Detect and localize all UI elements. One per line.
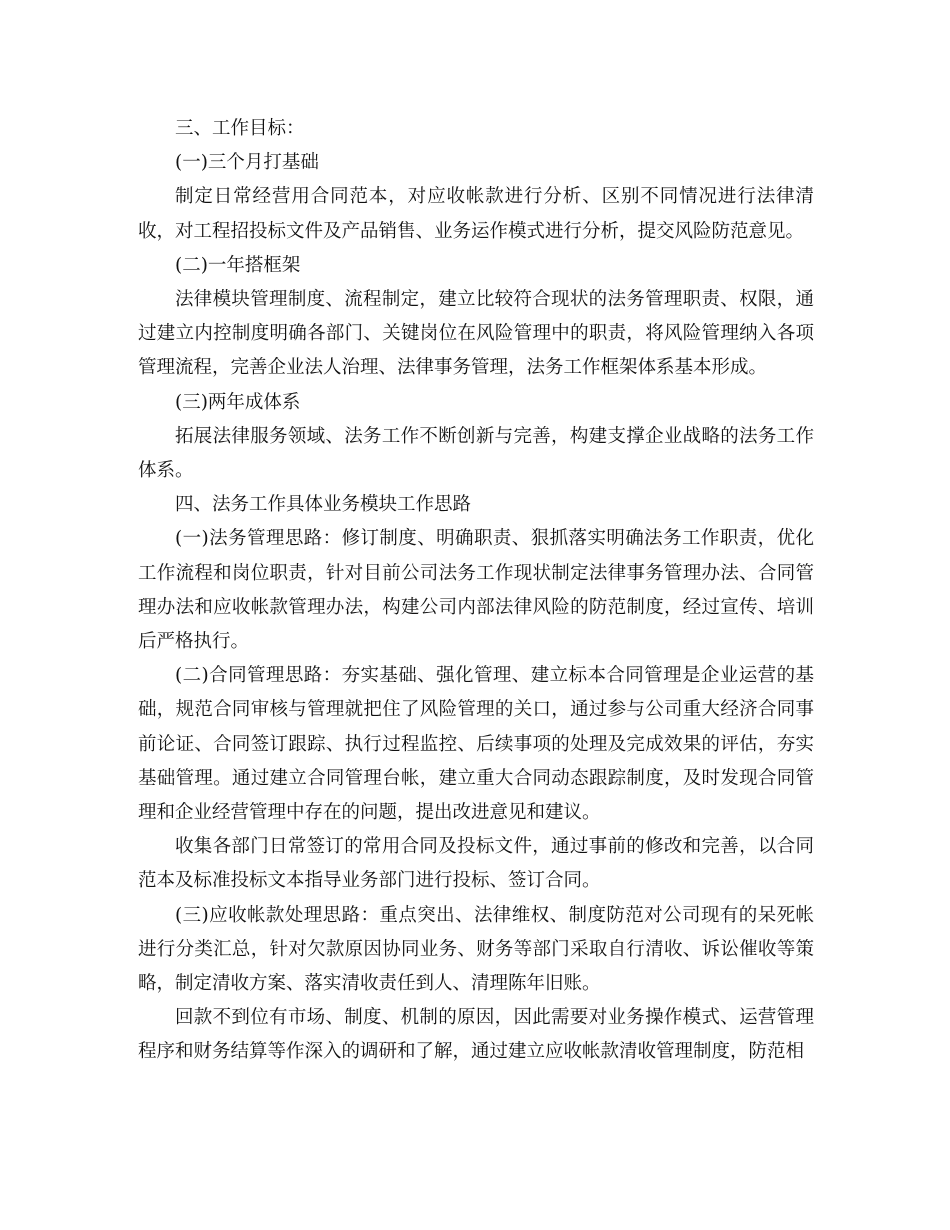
subheading-one-year: (二)一年搭框架 (175, 254, 301, 276)
paragraph: 制定日常经营用合同范本，对应收帐款进行分析、区别不同情况进行法律清收，对工程招投标文件及产品销售、业务运作模式进行分析，提交风险防范意见。 (138, 186, 814, 242)
section-heading-work-goals: 三、工作目标： (175, 118, 305, 139)
paragraph: (一)法务管理思路：修订制度、明确职责、狠抓落实明确法务工作职责，优化工作流程和岗位职责，针对目前公司法务工作现状制定法律事务管理办法、合同管理办法和应收帐款管理办法，构建公司内部法律风险的防范制度，经过宣传、培训后严格执行。 (138, 528, 814, 653)
paragraph: 回款不到位有市场、制度、机制的原因，因此需要对业务操作模式、运营管理程序和财务结算等作深入的调研和了解，通过建立应收帐款清收管理制度，防范相 (138, 1007, 814, 1063)
subheading-three-months: (一)三个月打基础 (175, 152, 319, 174)
section-heading-business-modules: 四、法务工作具体业务模块工作思路 (175, 494, 472, 516)
document-body (138, 112, 814, 1070)
paragraph: (二)合同管理思路：夯实基础、强化管理、建立标本合同管理是企业运营的基础，规范合同审核与管理就把住了风险管理的关口，通过参与公司重大经济合同事前论证、合同签订跟踪、执行过程监控、后续事项的处理及完成效果的评估，夯实基础管理。通过建立合同管理台帐，建立重大合同动态跟踪制度，及时发现合同管理和企业经营管理中存在的问题，提出改进意见和建议。 (138, 665, 814, 824)
paragraph: 收集各部门日常签订的常用合同及投标文件，通过事前的修改和完善，以合同范本及标准投标文本指导业务部门进行投标、签订合同。 (138, 836, 814, 892)
subheading-two-years: (三)两年成体系 (175, 391, 301, 413)
paragraph: 法律模块管理制度、流程制定，建立比较符合现状的法务管理职责、权限，通过建立内控制度明确各部门、关键岗位在风险管理中的职责，将风险管理纳入各项管理流程，完善企业法人治理、法律事务管理，法务工作框架体系基本形成。 (138, 289, 814, 379)
paragraph: (三)应收帐款处理思路：重点突出、法律维权、制度防范对公司现有的呆死帐进行分类汇总，针对欠款原因协同业务、财务等部门采取自行清收、诉讼催收等策略，制定清收方案、落实清收责任到人、清理陈年旧账。 (138, 904, 814, 995)
paragraph: 拓展法律服务领域、法务工作不断创新与完善，构建支撑企业战略的法务工作体系。 (138, 425, 814, 482)
